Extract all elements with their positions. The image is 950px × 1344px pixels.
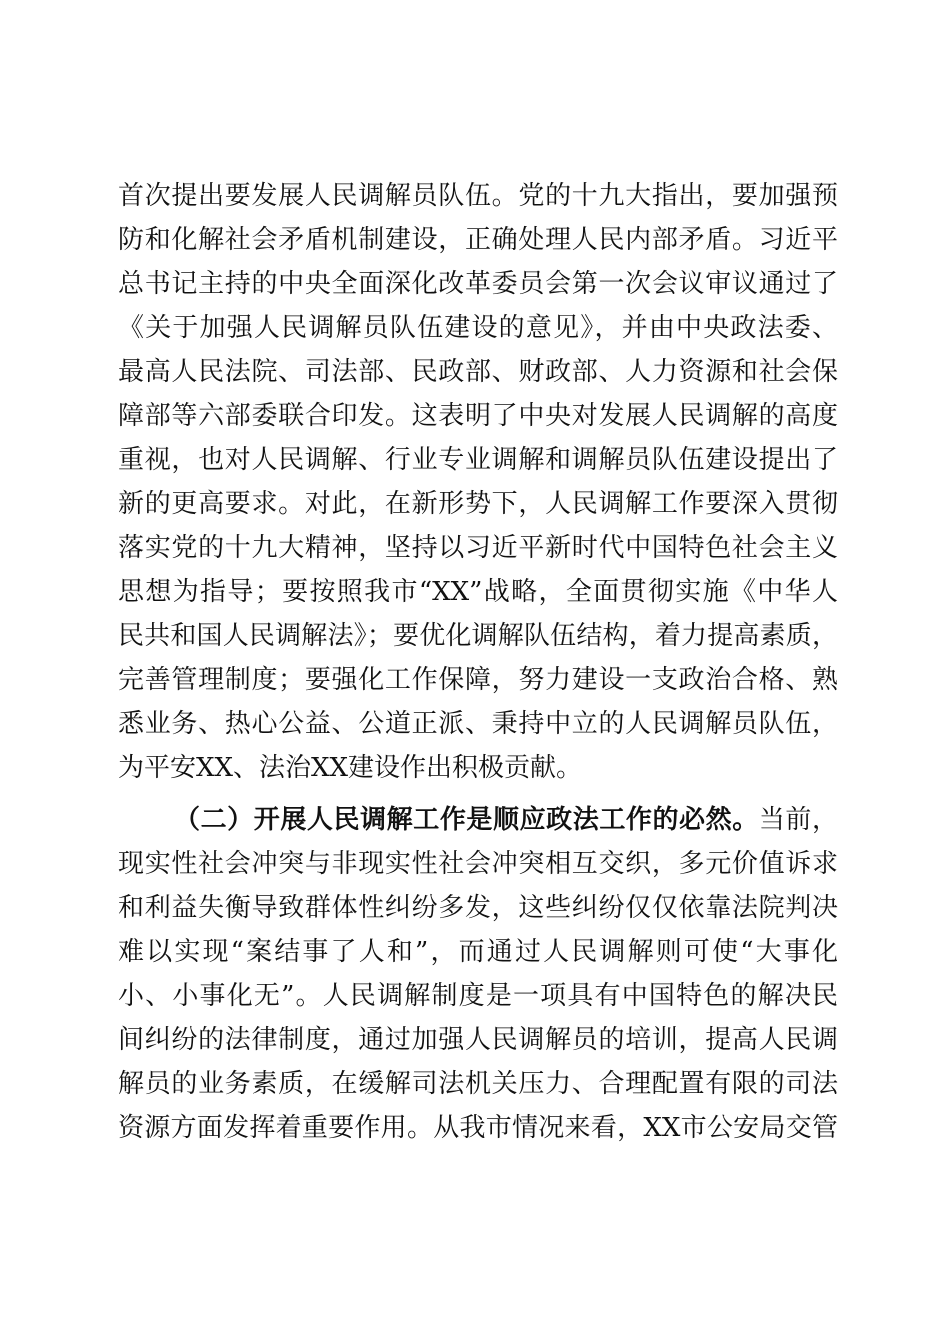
section-heading-line — [174, 798, 838, 842]
paragraph-line: 落实党的十九大精神，坚持以习近平新时代中国特色社会主义 — [118, 533, 838, 563]
paragraph-line: 解员的业务素质，在缓解司法机关压力、合理配置有限的司法 — [118, 1069, 838, 1099]
paragraph-line: 现实性社会冲突与非现实性社会冲突相互交织，多元价值诉求 — [118, 849, 838, 879]
paragraph-line: 为平安XX、法治XX建设作出积极贡献。 — [118, 753, 583, 783]
heading-continuation: 当前， — [758, 805, 838, 835]
paragraph-line: 障部等六部委联合印发。这表明了中央对发展人民调解的高度 — [118, 401, 838, 431]
paragraph-line: 资源方面发挥着重要作用。从我市情况来看，XX市公安局交管 — [118, 1113, 838, 1143]
paragraph-line: 防和化解社会矛盾机制建设，正确处理人民内部矛盾。习近平 — [118, 225, 838, 255]
paragraph-line: 总书记主持的中央全面深化改革委员会第一次会议审议通过了 — [118, 269, 838, 299]
paragraph-line: 难以实现“案结事了人和”，而通过人民调解则可使“大事化 — [118, 937, 838, 967]
paragraph-line: 《关于加强人民调解员队伍建设的意见》，并由中央政法委、 — [118, 313, 838, 343]
paragraph-line: 小、小事化无”。人民调解制度是一项具有中国特色的解决民 — [118, 981, 838, 1011]
paragraph-line: 和利益失衡导致群体性纠纷多发，这些纠纷仅仅依靠法院判决 — [118, 893, 838, 923]
section-heading: （二）开展人民调解工作是顺应政法工作的必然。 — [174, 805, 759, 835]
paragraph-line: 新的更高要求。对此，在新形势下，人民调解工作要深入贯彻 — [118, 489, 838, 519]
paragraph-line: 悉业务、热心公益、公道正派、秉持中立的人民调解员队伍， — [118, 709, 838, 739]
paragraph-line: 首次提出要发展人民调解员队伍。党的十九大指出，要加强预 — [118, 181, 838, 211]
paragraph-line: 重视，也对人民调解、行业专业调解和调解员队伍建设提出了 — [118, 445, 838, 475]
paragraph-line: 思想为指导；要按照我市“XX”战略，全面贯彻实施《中华人 — [118, 577, 838, 607]
paragraph-line: 最高人民法院、司法部、民政部、财政部、人力资源和社会保 — [118, 357, 838, 387]
paragraph-line: 完善管理制度；要强化工作保障，努力建设一支政治合格、熟 — [118, 665, 838, 695]
paragraph-line: 民共和国人民调解法》；要优化调解队伍结构，着力提高素质， — [118, 621, 838, 651]
paragraph-line: 间纠纷的法律制度，通过加强人民调解员的培训，提高人民调 — [118, 1025, 838, 1055]
